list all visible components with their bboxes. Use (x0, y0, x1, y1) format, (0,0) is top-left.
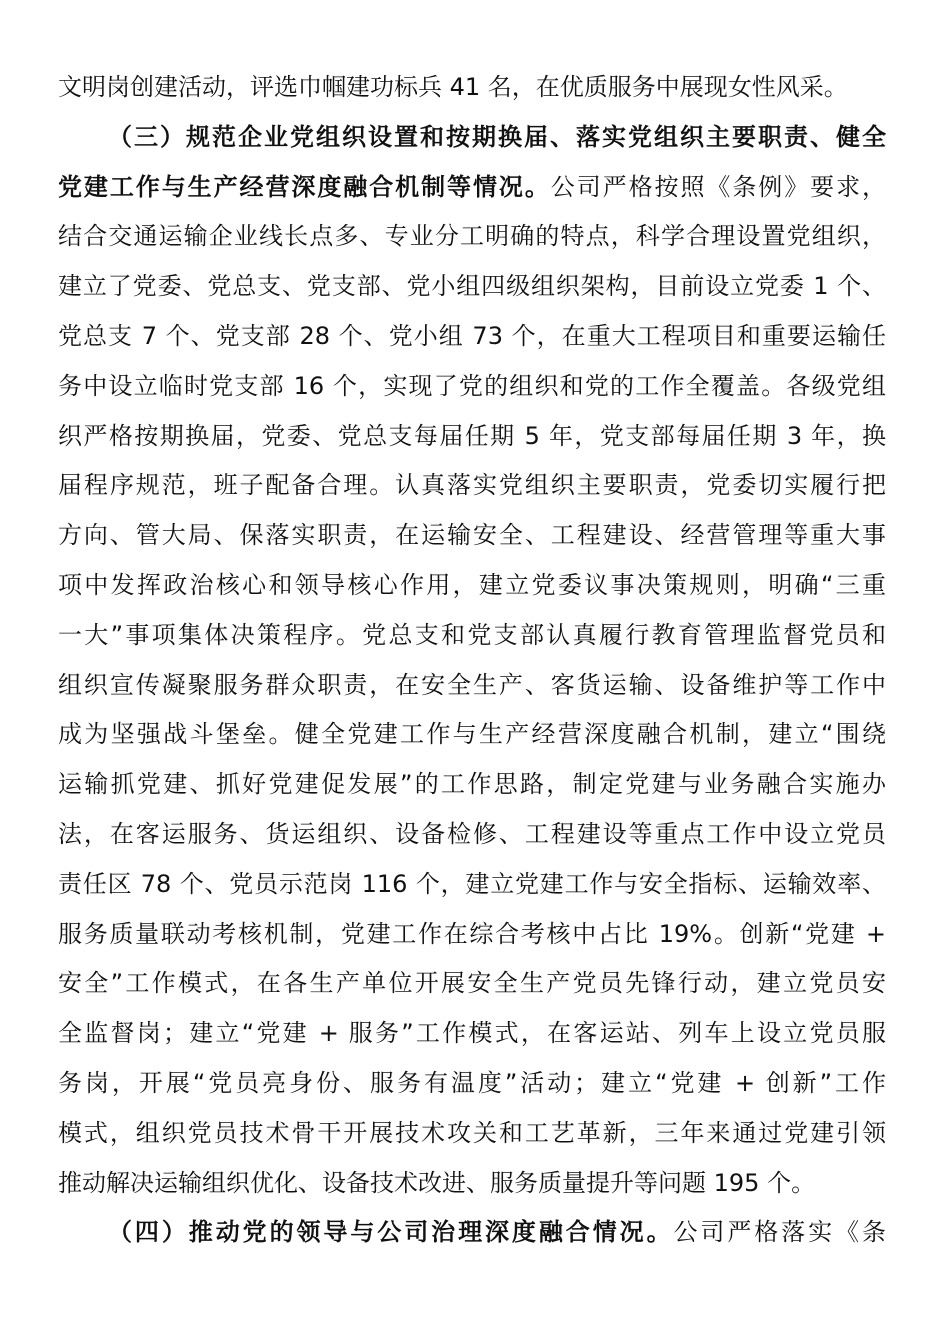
text-line-4: 结合交通运输企业线长点多、专业分工明确的特点，科学合理设置党组织， (58, 222, 886, 251)
text-line-9: 届程序规范，班子配备合理。认真落实党组织主要职责，党委切实履行把 (58, 471, 886, 500)
text-line-10: 方向、管大局、保落实职责，在运输安全、工程建设、经营管理等重大事 (58, 521, 886, 550)
text-line-8: 织严格按期换届，党委、党总支每届任期 5 年，党支部每届任期 3 年，换 (58, 421, 886, 450)
text-line-24 (58, 1208, 886, 1258)
text-line-23: 推动解决运输组织优化、设备技术改进、服务质量提升等问题 195 个。 (58, 1168, 816, 1197)
section-heading-3-continued: 党建工作与生产经营深度融合机制等情况。 (58, 172, 551, 201)
text-line-18: 服务质量联动考核机制，党建工作在综合考核中占比 19%。创新“党建 + (58, 919, 886, 948)
text-line-7: 务中设立临时党支部 16 个，实现了党的组织和党的工作全覆盖。各级党组 (58, 371, 886, 400)
text-line-24-body: 公司严格落实《条 (673, 1218, 886, 1247)
text-line-5: 建立了党委、党总支、党支部、党小组四级组织架构，目前设立党委 1 个、 (58, 272, 886, 301)
text-line-6: 党总支 7 个、党支部 28 个、党小组 73 个，在重大工程项目和重要运输任 (58, 321, 886, 350)
text-line-21: 务岗，开展“党员亮身份、服务有温度”活动；建立“党建 + 创新”工作 (58, 1068, 886, 1097)
section-heading-3: （三）规范企业党组织设置和按期换届、落实党组织主要职责、健全 (108, 122, 886, 151)
text-line-15: 运输抓党建、抓好党建促发展”的工作思路，制定党建与业务融合实施办 (58, 770, 886, 799)
text-line-16: 法，在客运服务、货运组织、设备检修、工程建设等重点工作中设立党员 (58, 819, 886, 848)
text-line-22: 模式，组织党员技术骨干开展技术攻关和工艺革新，三年来通过党建引领 (58, 1118, 886, 1147)
text-line-17: 责任区 78 个、党员示范岗 116 个，建立党建工作与安全指标、运输效率、 (58, 869, 886, 898)
text-line-14: 成为坚强战斗堡垒。健全党建工作与生产经营深度融合机制，建立“围绕 (58, 720, 886, 749)
text-line-3-body: 公司严格按照《条例》要求， (550, 172, 887, 201)
text-line-12: 一大”事项集体决策程序。党总支和党支部认真履行教育管理监督党员和 (58, 620, 886, 649)
text-line-13: 组织宣传凝聚服务群众职责，在安全生产、客货运输、设备维护等工作中 (58, 670, 886, 699)
text-line-19: 安全”工作模式，在各生产单位开展安全生产党员先锋行动，建立党员安 (58, 969, 886, 998)
text-line-3 (58, 163, 886, 213)
section-heading-4: （四）推动党的领导与公司治理深度融合情况。 (108, 1218, 674, 1247)
text-line-20: 全监督岗；建立“党建 + 服务”工作模式，在客运站、列车上设立党员服 (58, 1019, 886, 1048)
document-page (58, 63, 886, 1258)
text-line-1: 文明岗创建活动，评选巾帼建功标兵 41 名，在优质服务中展现女性风采。 (58, 73, 848, 101)
text-line-11: 项中发挥政治核心和领导核心作用，建立党委议事决策规则，明确“三重 (58, 570, 886, 599)
